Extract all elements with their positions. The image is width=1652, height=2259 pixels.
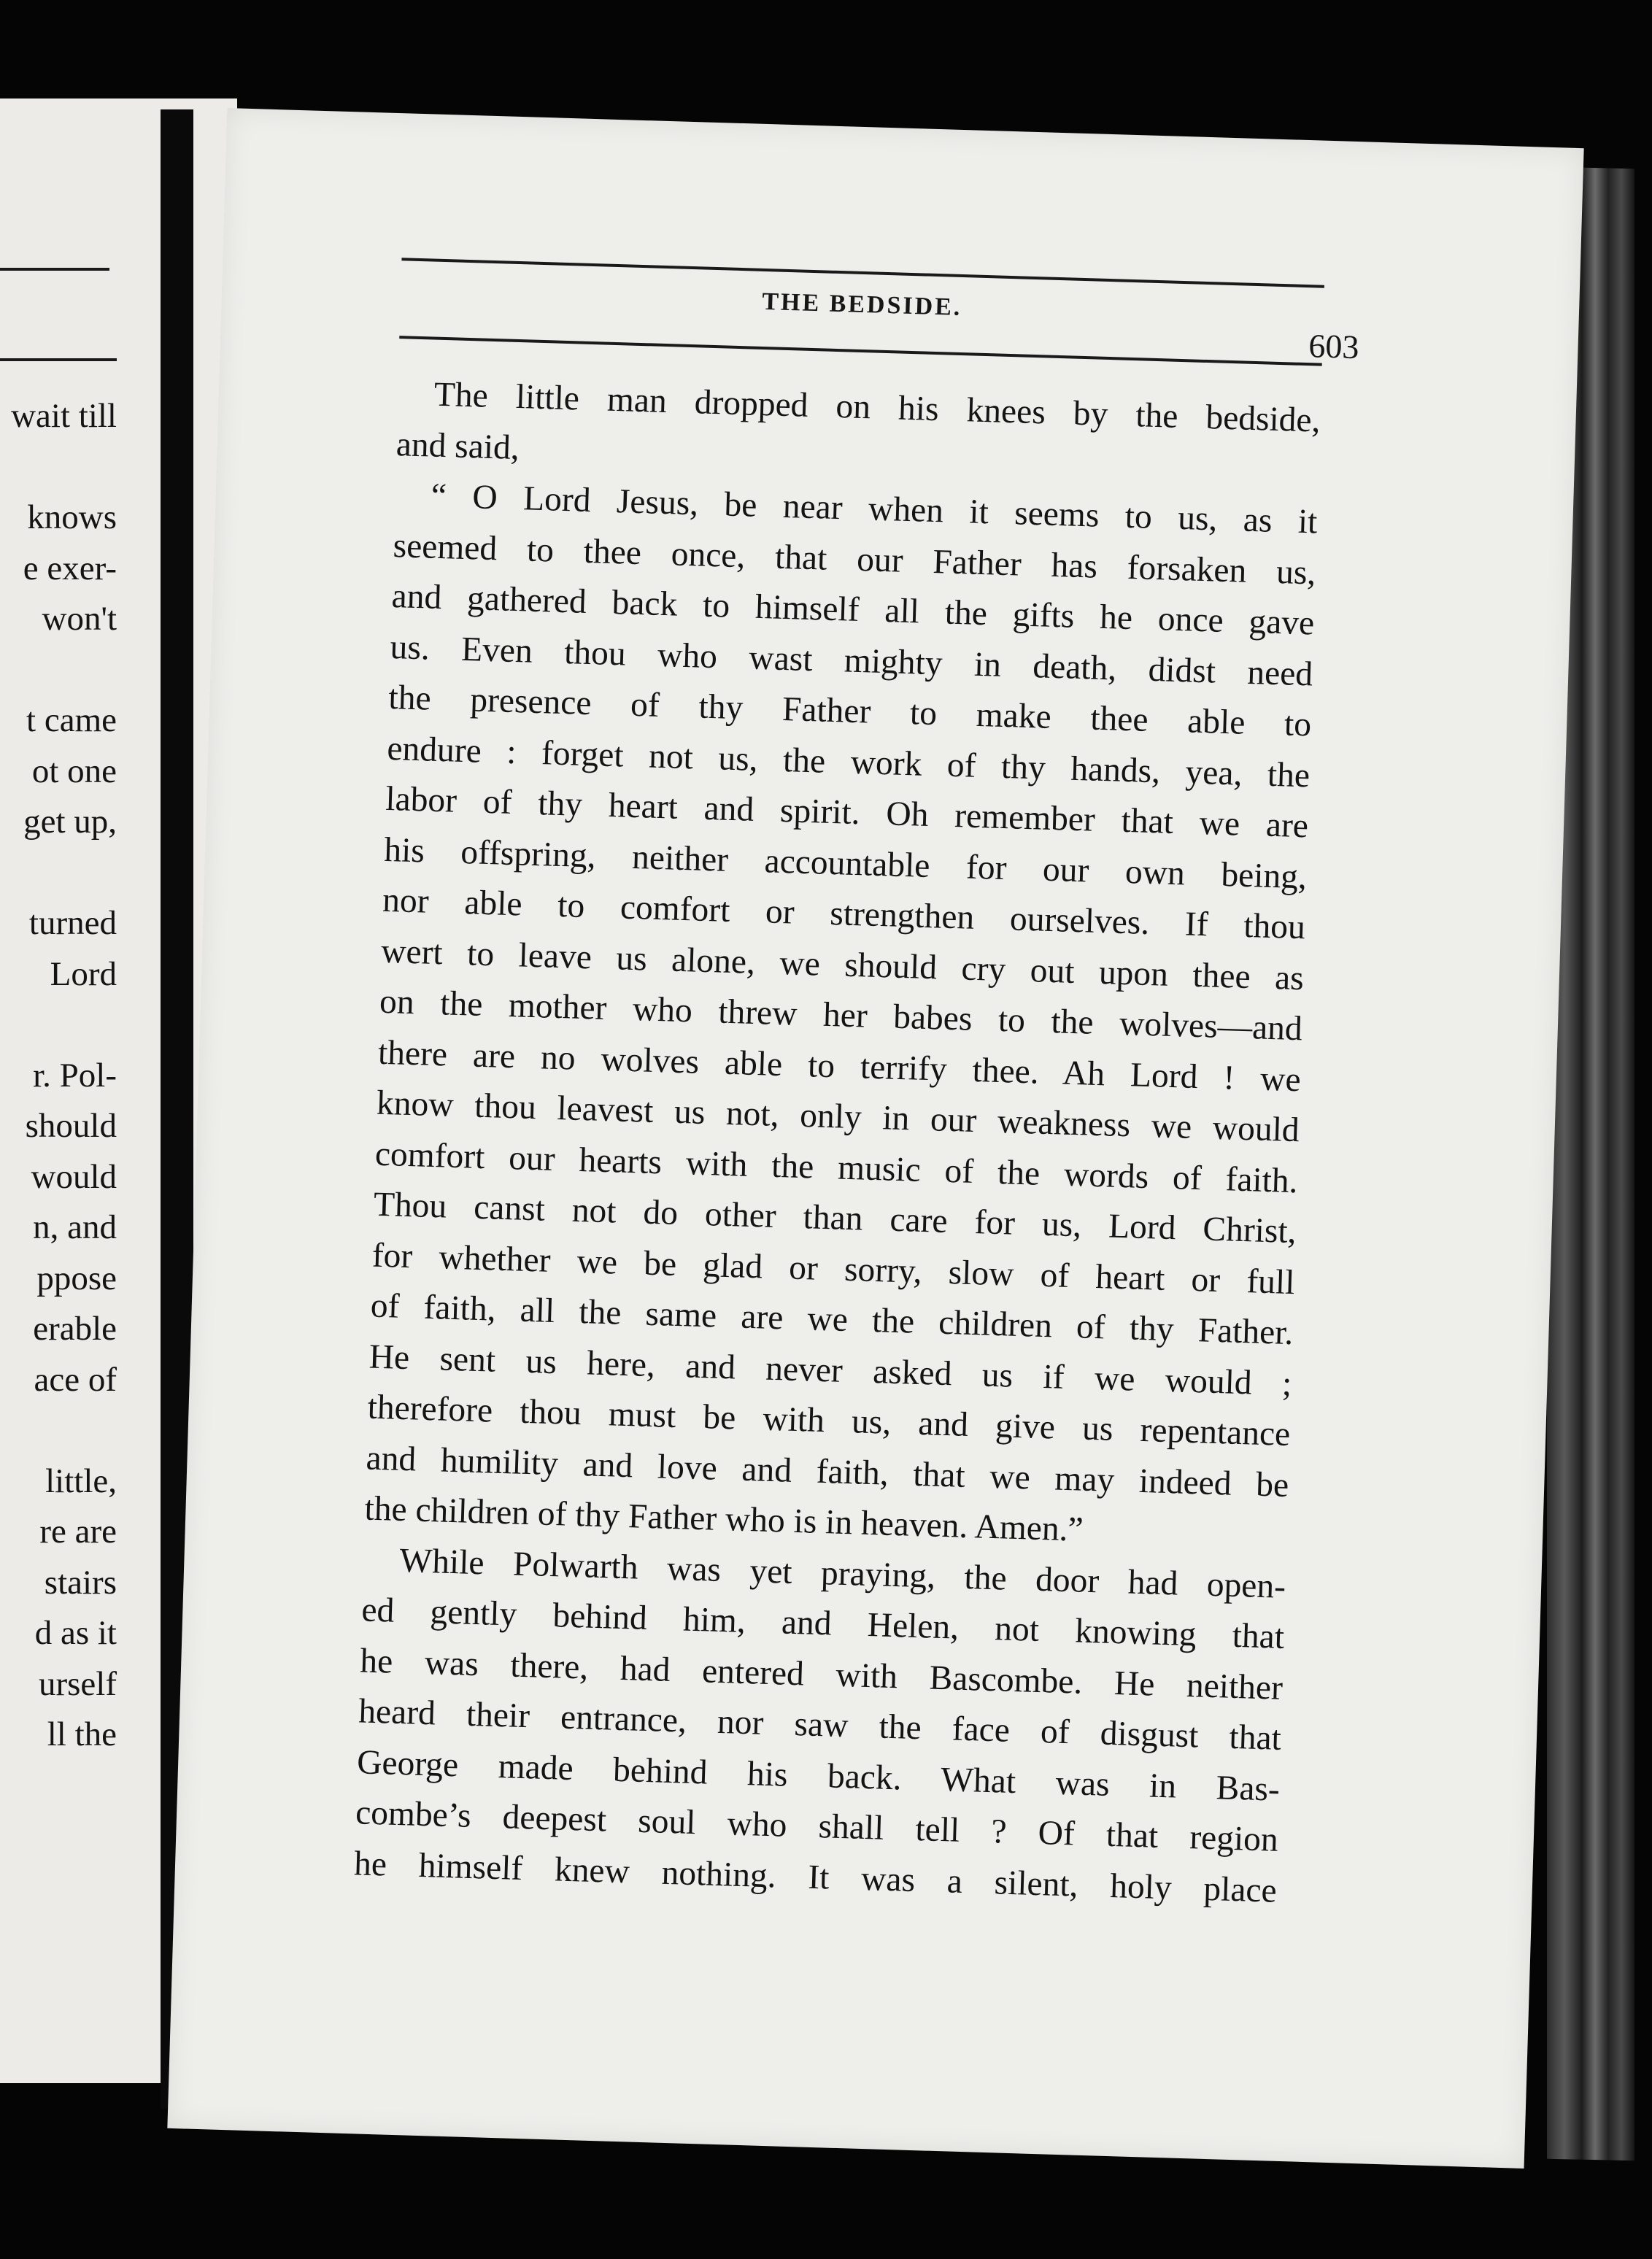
- previous-page-line-fragment: ppose: [36, 1259, 117, 1297]
- previous-page-line-fragment: get up,: [23, 803, 117, 841]
- text-line: us. Even thou who wast mighty in death, didst need: [389, 628, 1313, 693]
- previous-page-rule-bottom: [0, 358, 117, 361]
- text-line: He sent us here, and never asked us if we would ;: [368, 1337, 1293, 1403]
- text-line: know thou leavest us not, only in our weakness we would: [376, 1084, 1300, 1150]
- previous-page-line-fragment: would: [31, 1157, 117, 1196]
- previous-page-line-fragment: ll the: [47, 1715, 117, 1753]
- text-line: he was there, had entered with Bascombe. He neither: [359, 1641, 1284, 1707]
- previous-page-line-fragment: e exer-: [23, 549, 117, 587]
- text-line: and humility and love and faith, that we may indeed be: [365, 1438, 1289, 1505]
- previous-page-line-fragment: urself: [38, 1664, 117, 1703]
- previous-page-line-fragment: Lord: [50, 954, 117, 993]
- text-line: Thou canst not do other than care for us, Lord Christ,: [373, 1185, 1297, 1251]
- text-line: the presence of thy Father to make thee able to: [387, 678, 1312, 744]
- previous-page-line-fragment: erable: [33, 1310, 117, 1348]
- previous-page-line-fragment: stairs: [44, 1563, 117, 1602]
- text-line: nor able to comfort or strengthen ourselves. If thou: [382, 881, 1306, 947]
- text-line: comfort our hearts with the music of the words of faith.: [374, 1135, 1299, 1200]
- text-line: and said,: [395, 425, 520, 467]
- text-line: The little man dropped on his knees by the bedside,: [433, 375, 1321, 440]
- previous-page-line-fragment: d as it: [34, 1614, 117, 1652]
- text-line: seemed to thee once, that our Father has forsaken us,: [393, 526, 1317, 592]
- text-line: While Polwarth was yet praying, the door had open-: [398, 1541, 1286, 1606]
- previous-page-rule-top: [0, 268, 109, 271]
- running-head: THE BEDSIDE.: [761, 287, 962, 322]
- previous-page-line-fragment: ace of: [34, 1360, 117, 1399]
- previous-page-line-fragment: wait till: [11, 397, 117, 435]
- page-603: [167, 108, 1583, 2169]
- previous-page-line-fragment: won't: [42, 600, 117, 638]
- text-line: of faith, all the same are we the children of thy Father.: [370, 1286, 1294, 1353]
- previous-page-line-fragment: little,: [45, 1461, 117, 1500]
- text-line: combe’s deepest soul who shall tell ? Of that region: [355, 1793, 1279, 1859]
- header-rule-bottom: [399, 336, 1322, 366]
- text-line: on the mother who threw her babes to the wolves—and: [379, 982, 1303, 1049]
- page-number: 603: [1308, 327, 1360, 366]
- text-line: ed gently behind him, and Helen, not knowing that: [360, 1591, 1285, 1656]
- previous-page-line-fragment: knows: [27, 498, 117, 536]
- previous-page-line-fragment: ot one: [31, 752, 117, 790]
- previous-page-line-fragment: turned: [28, 904, 117, 942]
- text-line: his offspring, neither accountable for our own being,: [383, 830, 1308, 896]
- previous-page-line-fragment: re are: [39, 1513, 117, 1551]
- text-line: George made behind his back. What was in Bas-: [356, 1742, 1281, 1809]
- text-line: the children of thy Father who is in heaven. Amen.”: [363, 1489, 1084, 1549]
- previous-page-line-fragment: t came: [26, 701, 117, 739]
- previous-page-line-fragment: r. Pol-: [33, 1056, 117, 1094]
- text-line: and gathered back to himself all the gifts he once gave: [390, 577, 1315, 643]
- text-line: therefore thou must be with us, and give us repentance: [366, 1388, 1291, 1454]
- previous-page-line-fragment: n, and: [33, 1208, 117, 1246]
- text-line: endure : forget not us, the work of thy hands, yea, the: [386, 729, 1311, 795]
- text-line: there are no wolves able to terrify thee. Ah Lord ! we: [377, 1033, 1302, 1099]
- text-line: “ O Lord Jesus, be near when it seems to us, as it: [431, 476, 1319, 541]
- body-text: [353, 368, 1321, 1917]
- text-line: he himself knew nothing. It was a silent, holy place: [353, 1844, 1278, 1910]
- text-line: labor of thy heart and spirit. Oh remember that we are: [385, 779, 1309, 846]
- text-line: for whether we be glad or sorry, slow of heart or full: [371, 1236, 1296, 1302]
- previous-page-line-fragment: should: [25, 1107, 117, 1145]
- text-line: heard their entrance, nor saw the face of disgust that: [358, 1692, 1282, 1758]
- text-line: wert to leave us alone, we should cry out upon thee as: [380, 932, 1305, 997]
